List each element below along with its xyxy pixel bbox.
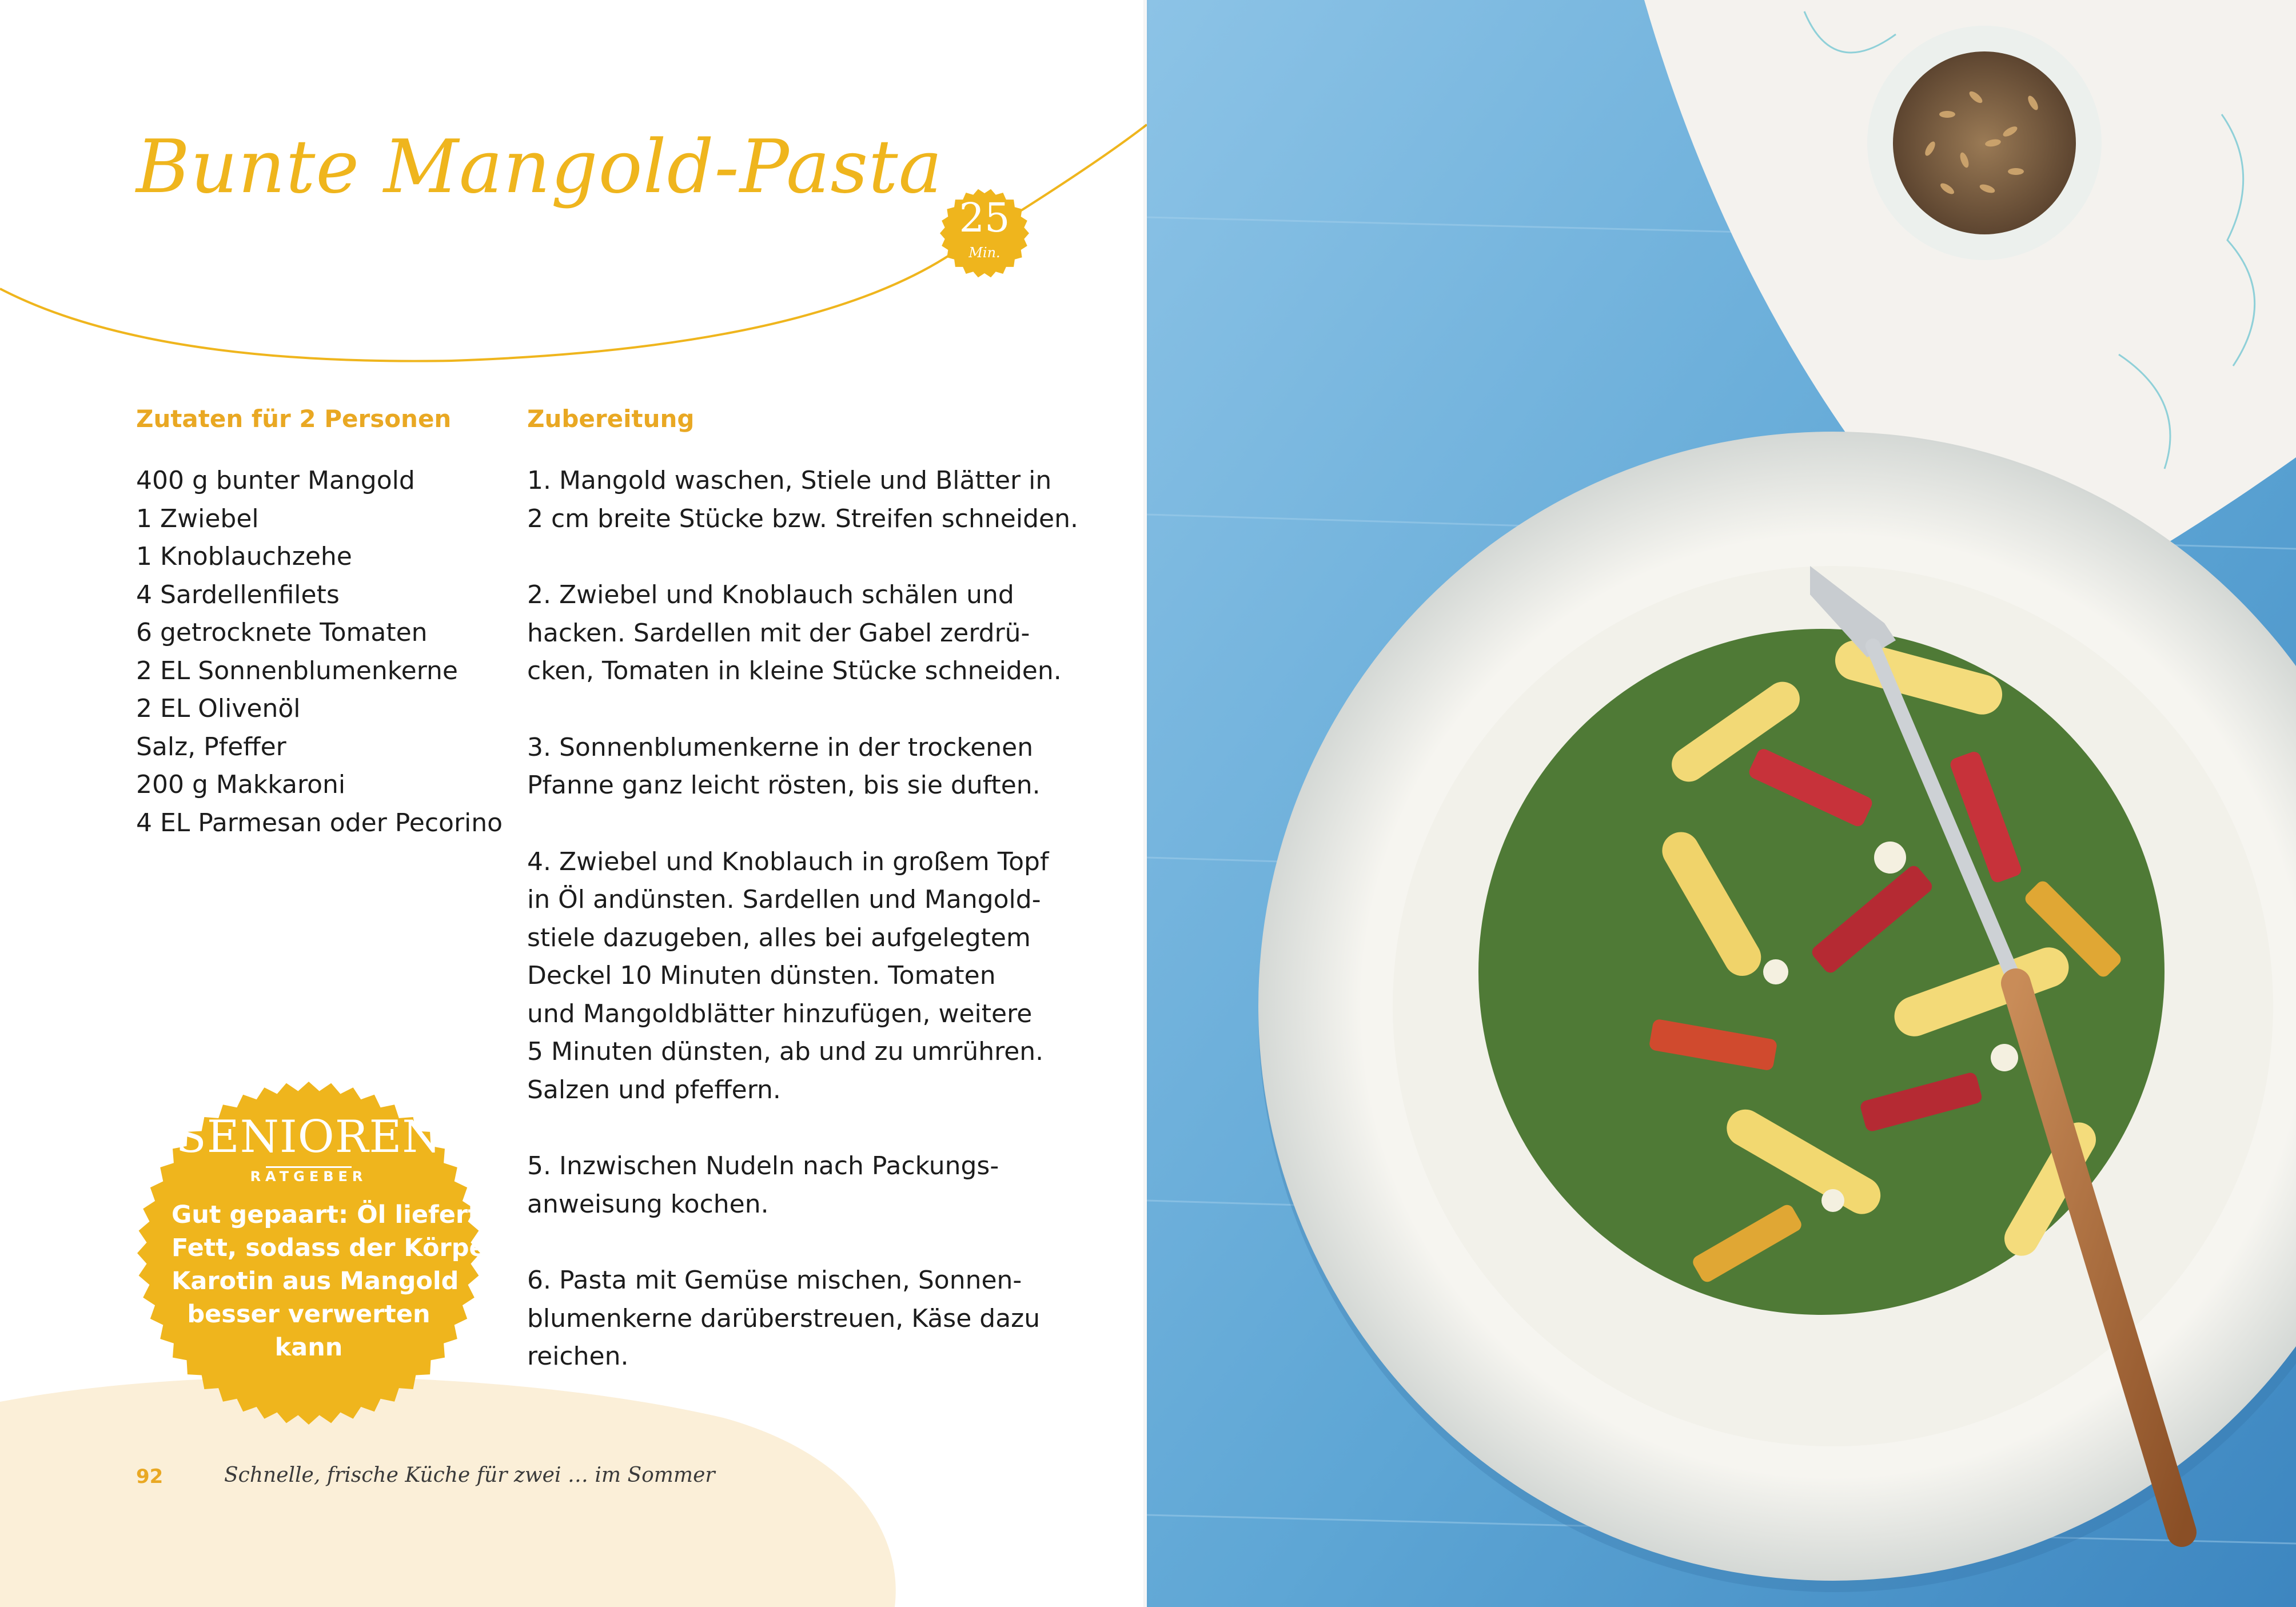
ingredient-item: 2 EL Olivenöl: [136, 694, 301, 723]
preparation-step: [527, 576, 1076, 691]
preparation-step: [527, 1262, 1076, 1376]
dish-photo-illustration: [1147, 0, 2296, 1607]
preparation-step-line: anweisung kochen.: [527, 1189, 769, 1219]
seal-tip-text: [172, 1198, 498, 1364]
footer-chapter-title: Schnelle, frische Küche für zwei … im Sommer: [224, 1464, 715, 1487]
seal-divider: [266, 1166, 352, 1168]
seal-tip-line: besser verwerten: [187, 1300, 431, 1329]
preparation-step-line: 6. Pasta mit Gemüse mischen, Sonnen-: [527, 1266, 1022, 1295]
preparation-step-line: 2 cm breite Stücke bzw. Streifen schneiden.: [527, 504, 1078, 533]
dish-photo: [1147, 0, 2296, 1607]
cooking-time-unit: Min.: [968, 245, 1000, 261]
preparation-step-line: in Öl andünsten. Sardellen und Mangold-: [527, 885, 1041, 914]
preparation-step-line: 5 Minuten dünsten, ab und zu umrühren.: [527, 1037, 1044, 1066]
ingredient-item: 4 Sardellenfilets: [136, 580, 340, 609]
preparation-step: [527, 729, 1076, 805]
sunflower-seed-bowl: [1867, 26, 2102, 260]
ingredients-list: [136, 462, 503, 842]
ingredient-item: 1 Zwiebel: [136, 504, 259, 533]
preparation-step-line: 4. Zwiebel und Knoblauch in großem Topf: [527, 847, 1049, 876]
preparation-step-line: Deckel 10 Minuten dünsten. Tomaten: [527, 961, 996, 990]
preparation-step: [527, 1147, 1076, 1223]
ingredient-item: Salz, Pfeffer: [136, 732, 286, 761]
seal-brand: SENIOREN: [176, 1111, 442, 1163]
ingredient-item: 200 g Makkaroni: [136, 770, 346, 799]
preparation-step-line: Pfanne ganz leicht rösten, bis sie duften.: [527, 771, 1041, 800]
recipe-title: Bunte Mangold-Pasta: [136, 125, 943, 210]
preparation-step-line: Salzen und pfeffern.: [527, 1075, 781, 1104]
preparation-heading: Zubereitung: [527, 405, 695, 433]
preparation-step-line: blumenkerne darüberstreuen, Käse dazu: [527, 1303, 1041, 1333]
seal-tip-line: Karotin aus Mangold: [172, 1267, 459, 1295]
ingredient-item: 6 getrocknete Tomaten: [136, 618, 428, 647]
preparation-step: [527, 462, 1076, 538]
ingredients-heading: Zutaten für 2 Personen: [136, 405, 452, 433]
ingredient-item: 1 Knoblauchzehe: [136, 542, 352, 571]
preparation-step-line: 2. Zwiebel und Knoblauch schälen und: [527, 580, 1014, 609]
ingredient-item: 400 g bunter Mangold: [136, 466, 415, 495]
preparation-step-line: hacken. Sardellen mit der Gabel zerdrü-: [527, 618, 1030, 648]
preparation-step-line: cken, Tomaten in kleine Stücke schneiden.: [527, 656, 1062, 685]
preparation-step-line: 1. Mangold waschen, Stiele und Blätter in: [527, 466, 1052, 495]
seal-tip-line: Gut gepaart: Öl liefert: [172, 1201, 480, 1229]
preparation-step-line: 3. Sonnenblumenkerne in der trockenen: [527, 732, 1034, 762]
ingredient-item: 4 EL Parmesan oder Pecorino: [136, 808, 503, 838]
preparation-step-line: reichen.: [527, 1342, 629, 1371]
preparation-steps: [527, 462, 1076, 1414]
preparation-step-line: und Mangoldblätter hinzufügen, weitere: [527, 999, 1033, 1028]
preparation-step-line: stiele dazugeben, alles bei aufgelegtem: [527, 923, 1031, 952]
seal-tip-line: kann: [274, 1333, 343, 1362]
page-number: 92: [136, 1465, 164, 1488]
recipe-page: [0, 0, 1147, 1607]
cooking-time-value: 25: [959, 194, 1010, 241]
preparation-step: [527, 843, 1076, 1110]
seal-tip-line: Fett, sodass der Körper: [172, 1234, 498, 1262]
seal-subtitle: RATGEBER: [250, 1169, 368, 1185]
cooking-time-badge: [940, 189, 1029, 278]
preparation-step-line: 5. Inzwischen Nudeln nach Packungs-: [527, 1151, 999, 1181]
page-spine-shadow: [1143, 0, 1150, 1607]
ingredient-item: 2 EL Sonnenblumenkerne: [136, 656, 458, 685]
senioren-ratgeber-seal: [137, 1082, 498, 1425]
